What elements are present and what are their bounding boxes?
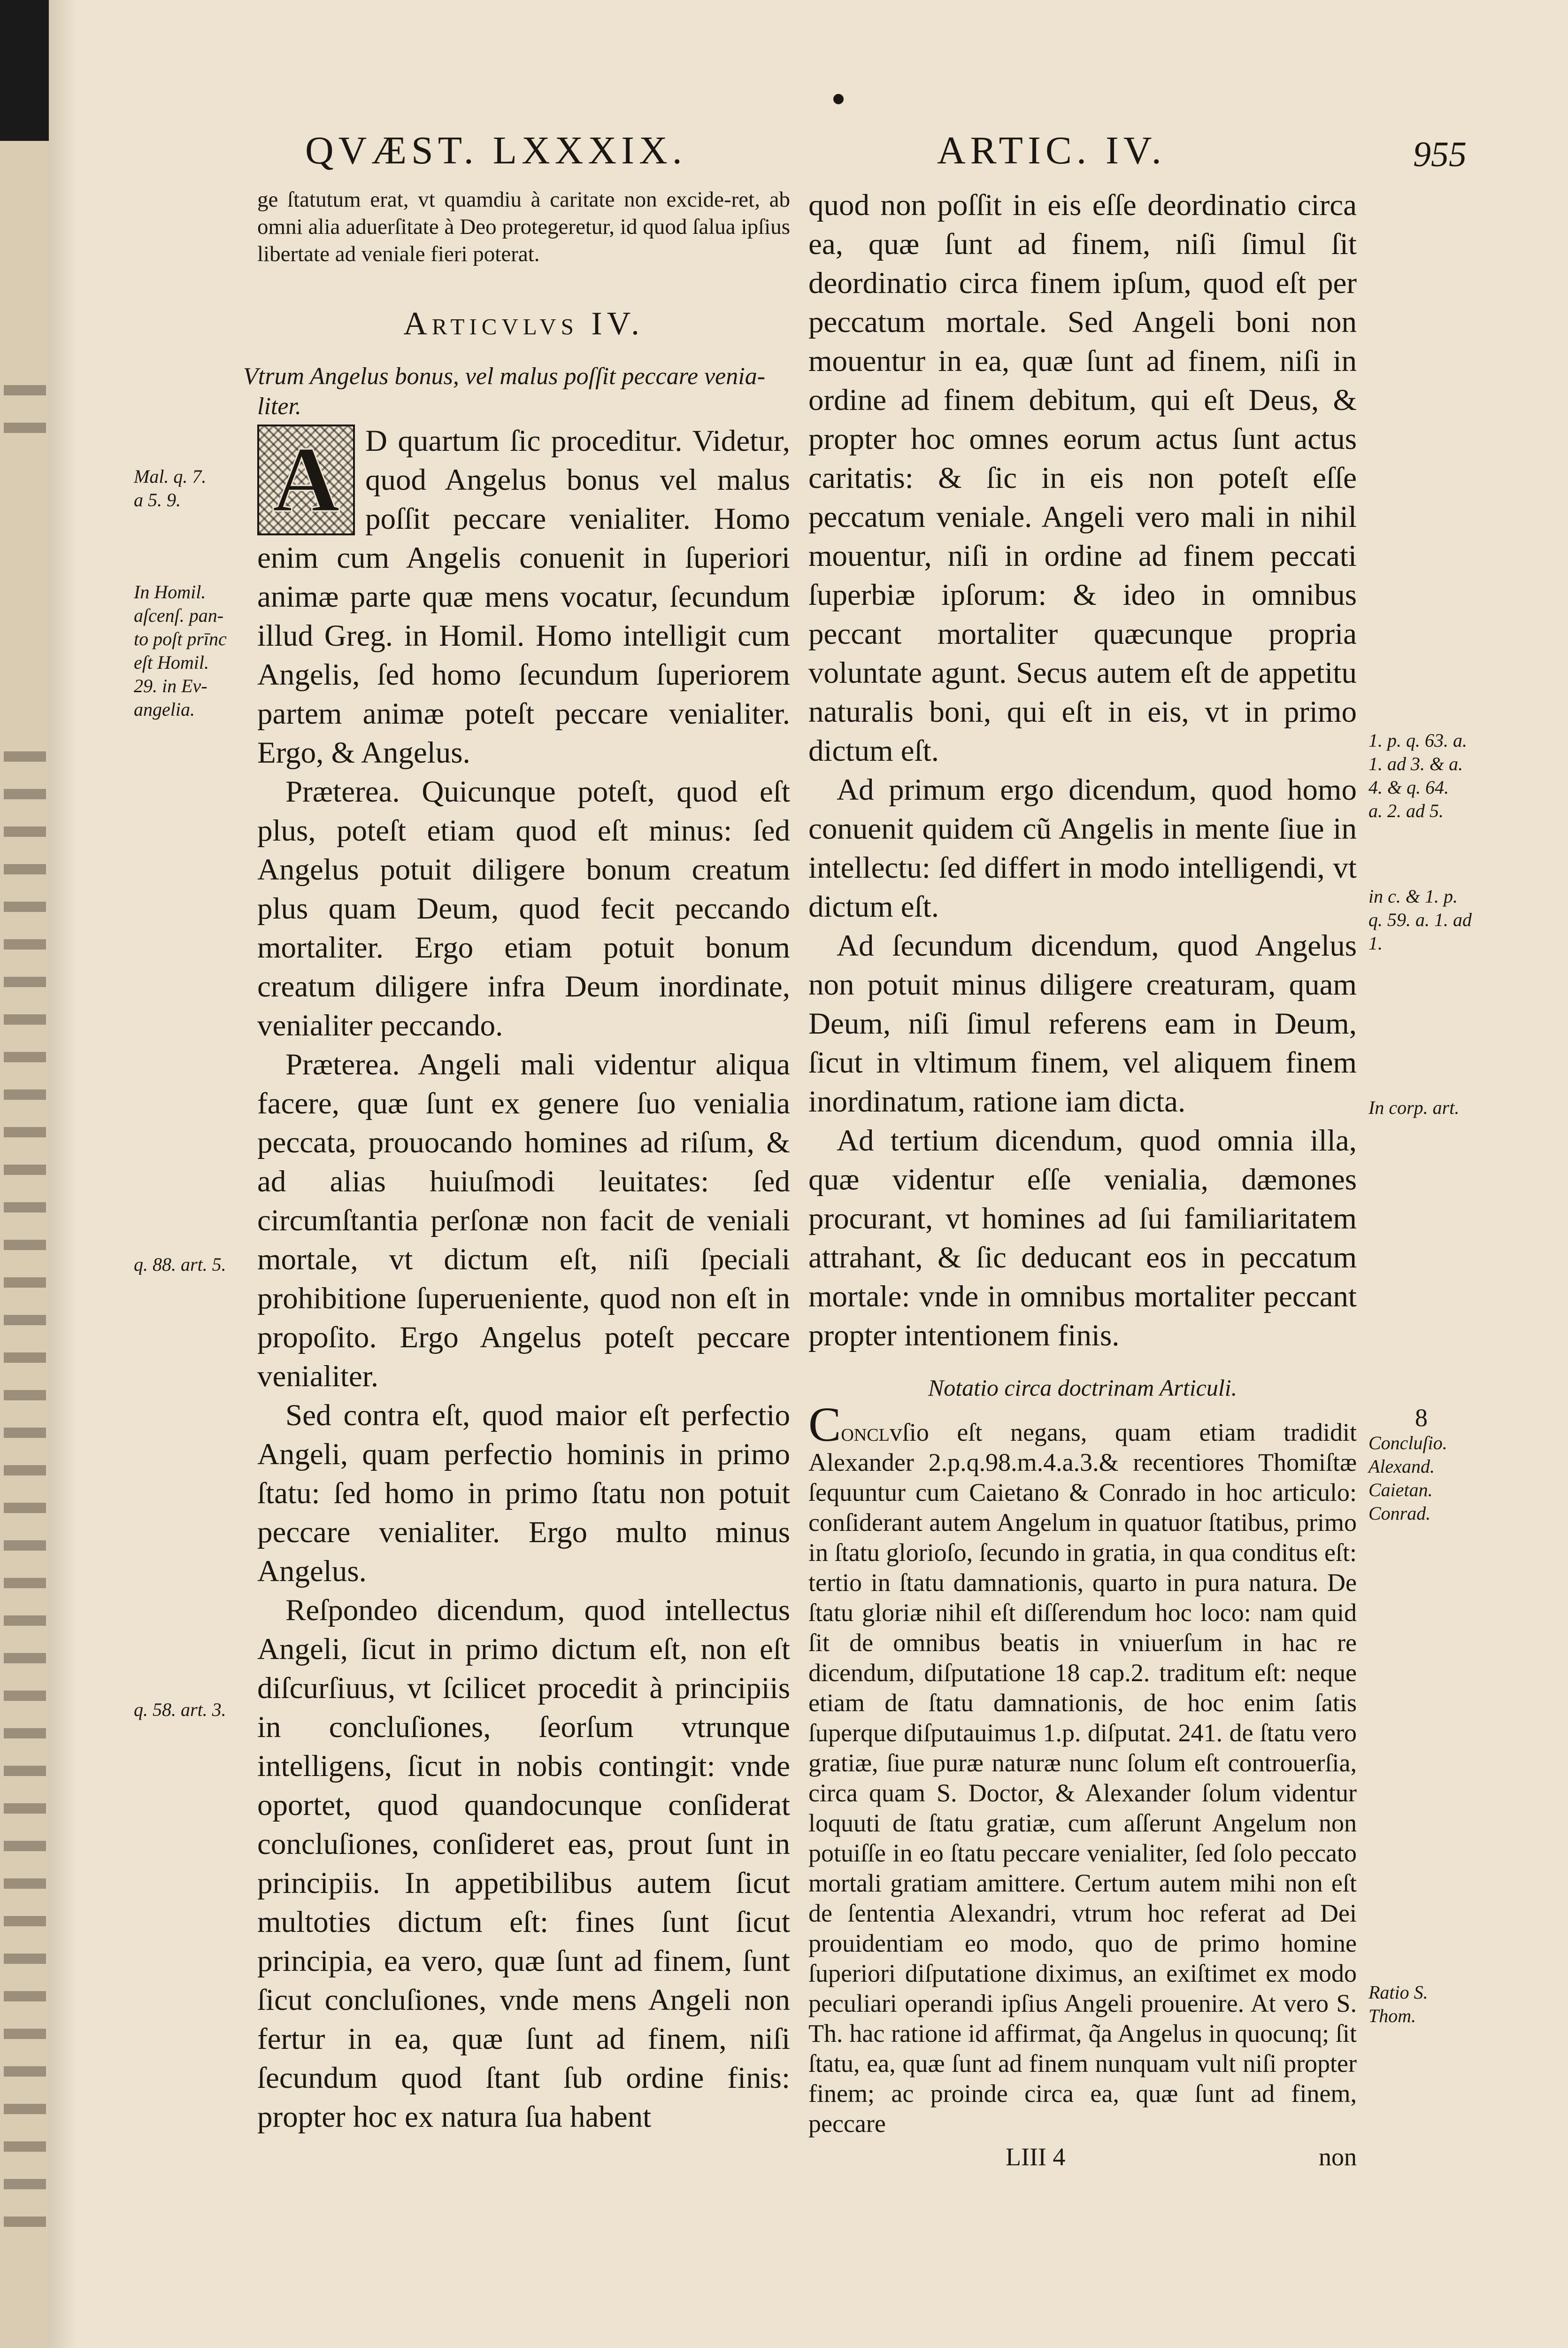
paragraph-reply-3: Ad tertium dicendum, quod omnia illa, quæ videntur eſſe venialia, dæmones procurant, vt homines ad ſui familiaritatem attrahant, & ſic deducant eos in peccatum mortale: vnde in omnibus mortaliter peccant propter intentionem finis. (808, 1124, 1357, 1352)
previous-page-edge (0, 141, 49, 2348)
decorated-initial: A (257, 425, 355, 535)
ink-mark (833, 94, 844, 104)
notatio-heading: Notatio circa doctrinam Articuli. (928, 1375, 1237, 1401)
notatio-text: vſio eſt negans, quam etiam tradidit Alexander 2.p.q.98.m.4.a.3.& recentiores Thomiſtæ ſequuntur cum Caietano & Conrado in hoc articulo: conſiderant autem Angelum in quatuor ſtatibus, primo in ſtatu glorioſo, ſecundo in gratia, in qua conditus eſt: tertio in ſtatu damnationis, quarto in pura natura. De ſtatu gloriæ nihil eſt diſſerendum hoc loco: nam quid ſit de omnibus beatis in vniuerſum in hac re dicendum, diſputatione 18 cap.2. traditum eſt: neque etiam de ſtatu damnationis, de hoc enim ſatis ſuperque diſputauimus 1.p. diſputat. 241. de ſtatu vero gratiæ, ſiue puræ naturæ nunc ſolum eſt controuerſia, circa quam S. Doctor, & Alexander ſolum videntur loquuti de ſtatu gratiæ, cum aſſerunt Angelum non potuiſſe in eo ſtatu peccare venialiter, ſed ſolo peccato mortali gratiam amittere. Certum autem mihi non eſt de ſententia Alexandri, vtrum hoc referat ad Dei prouidentiam eo modo, quo de primo homine ſuperiori diſputatione diximus, an exiſtimet ex modo peculiari operandi ipſius Angeli prouenire. At vero S. Th. hac ratione id affirmat, q̃a Angelus in quocunq; ſit ſtatu, ea, quæ ſunt ad finem nunquam vult niſi propter finem; ac proinde circa ea, quæ ſunt ad finem, peccare (808, 1418, 1357, 2138)
margin-note-right-3: In corp. art. (1368, 1097, 1460, 1118)
margin-section-number: 8 (1415, 1404, 1428, 1432)
margin-note-left-1: Mal. q. 7. a 5. 9. (134, 466, 207, 510)
running-head-left: QVÆST. LXXXIX. (305, 129, 687, 172)
catchword: non (1319, 2143, 1357, 2171)
paragraph-reply-2: Ad ſecundum dicendum, quod Angelus non potuit minus diligere creaturam, quam Deum, niſi ſimul referens eam in Deum, ſicut in vltimum finem, vel aliquem finem inordinatum, ratione iam dicta. (808, 929, 1357, 1119)
paragraph-reply-1: Ad primum ergo dicendum, quod homo conuenit quidem cũ Angelis in mente ſiue in intellectu: ſed differt in modo intelligendi, vt dictum eſt. (808, 773, 1357, 924)
margin-note-right-5: Ratio S. Thom. (1368, 1982, 1428, 2026)
notatio-initial: C (808, 1398, 841, 1452)
carryover-text: ge ſtatutum erat, vt quamdiu à caritate non excide-ret, ab omni alia aduerſitate à Deo protegeretur, id quod ſalua ipſius libertate ad veniale fieri poterat. (257, 187, 790, 266)
paragraph-respondeo: Reſpondeo dicendum, quod intellectus Angeli, ſicut in primo dictum eſt, non eſt diſcurſiuus, vt ſcilicet procedit à principiis in concluſiones, ſeorſum vtrunque intelligens, ſicut in nobis contingit: vnde oportet, quod quandocunque conſiderat concluſiones, conſideret eas, prout ſunt in principiis. In appetibilibus autem ſicut multoties dictum eſt: fines ſunt ſicut principia, ea vero, quæ ſunt ad finem, ſunt ſicut concluſiones, vnde mens Angeli non fertur in ea, quæ ſunt ad finem, niſi ſecundum quod ſtant ſub ordine finis: propter hoc ex natura ſua habent (257, 1593, 790, 2134)
article-title: Articvlvs IV. (403, 306, 644, 342)
margin-note-left-4: q. 58. art. 3. (134, 1699, 226, 1720)
paragraph-objection-1: A D quartum ſic proceditur. Videtur, quod Angelus bonus vel malus poſſit peccare venialiter. Homo enim cum Angelis conuenit in ſuperiori animæ parte quæ mens vocatur, ſecundum illud Greg. in Homil. Homo intelligit cum Angelis, ſed homo ſecundum ſuperiorem partem animæ poteſt peccare venialiter. Ergo, & Angelus. (257, 424, 790, 770)
running-head-right: ARTIC. IV. (937, 129, 1166, 172)
margin-note-right-2: in c. & 1. p. q. 59. a. 1. ad 1. (1368, 886, 1472, 954)
paragraph-objection-2: Præterea. Quicunque poteſt, quod eſt plus, poteſt etiam quod eſt minus: ſed Angelus potuit diligere bonum creatum plus quam Deum, quod fecit peccando mortaliter. Ergo etiam potuit bonum creatum diligere infra Deum inordinate, venialiter peccando. (257, 775, 790, 1043)
margin-note-left-2: In Homil. aſcenſ. pan- to poſt prīnc eſt Homil. 29. in Ev- angelia. (134, 581, 227, 720)
signature-mark: LIII 4 (1006, 2143, 1066, 2171)
notatio-paragraph (808, 1398, 1357, 2139)
margin-note-right-1: 1. p. q. 63. a. 1. ad 3. & a. 4. & q. 64. a. 2. ad 5. (1368, 730, 1467, 821)
page-foot (808, 2142, 1357, 2175)
left-column (243, 186, 790, 2137)
paragraph-respondeo-continued: quod non poſſit in eis eſſe deordinatio circa ea, quæ ſunt ad finem, niſi ſimul ſit deordinatio circa finem ipſum, quod eſt per peccatum mortale. Sed Angeli boni non mouentur in ea, quæ ſunt ad finem, niſi in ordine ad finem debitum, qui eſt Deus, & propter hoc omnes eorum actus ſunt actus caritatis: & ſic in eis non poteſt eſſe peccatum veniale. Angeli vero mali in nihil mouentur, niſi in ordine ad finem peccati ſuperbiæ ipſorum: & ideo in omnibus peccant mortaliter quæcunque propria voluntate agunt. Secus autem eſt de appetitu naturalis boni, qui eſt in eis, vt in primo dictum eſt. (808, 188, 1357, 768)
paragraph-sed-contra: Sed contra eſt, quod maior eſt perfectio Angeli, quam perfectio hominis in primo ſtatu: ſed homo in primo ſtatu non potuit peccare venialiter. Ergo multo minus Angelus. (257, 1398, 790, 1588)
margin-note-left-3: q. 88. art. 5. (134, 1254, 226, 1275)
page-number: 955 (1413, 135, 1467, 174)
notatio-smallcaps: oncl (841, 1418, 890, 1446)
paragraph-objection-3: Præterea. Angeli mali videntur aliqua facere, quæ ſunt ex genere ſuo venialia peccata, prouocando homines ad riſum, & ad alias huiuſmodi leuitates: ſed circumſtantia perſonæ non facit de veniali mortale, vt dictum eſt, niſi ſpeciali prohibitione ſuperueniente, quod non eſt in propoſito. Ergo Angelus poteſt peccare venialiter. (257, 1048, 790, 1393)
right-column (808, 186, 1357, 2175)
notatio-block (808, 1398, 1357, 2139)
article-question: Vtrum Angelus bonus, vel malus poſſit peccare venia-liter. (243, 363, 766, 420)
margin-note-right-4: Concluſio. Alexand. Caietan. Conrad. (1368, 1432, 1447, 1524)
